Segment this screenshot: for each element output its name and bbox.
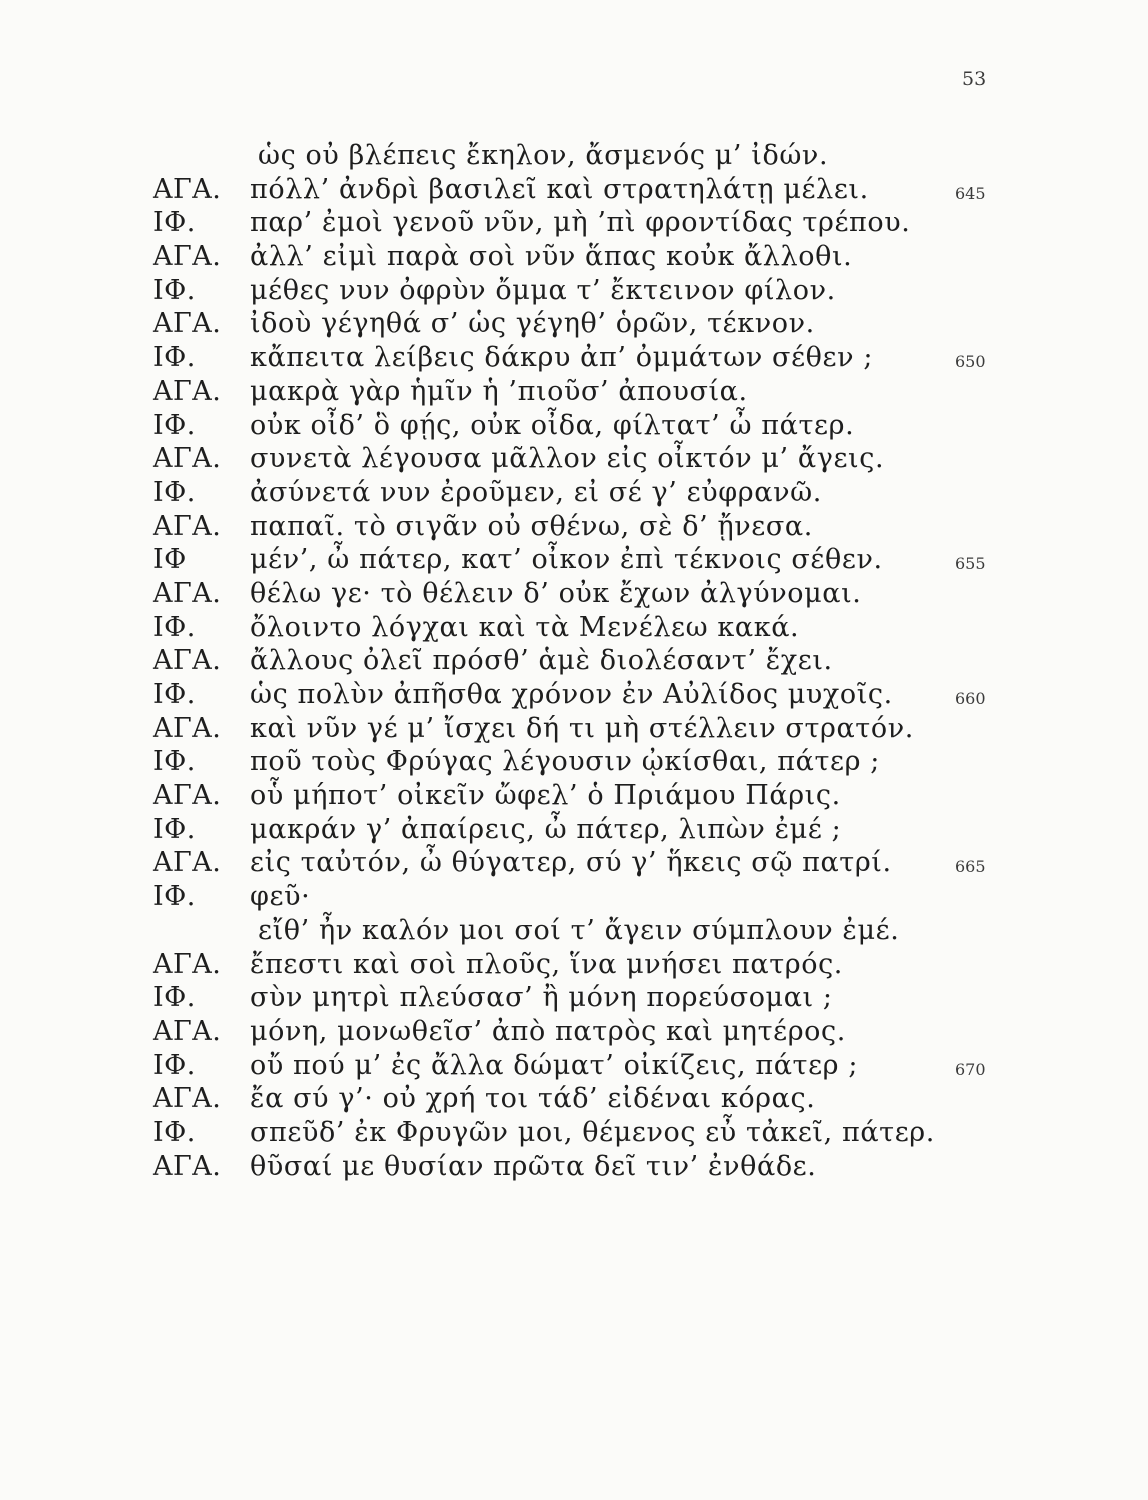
verse-line <box>0 1015 1148 1049</box>
verse-line <box>0 1150 1148 1184</box>
speaker-label: ΑΓΑ. <box>153 173 222 205</box>
verse-line <box>0 543 1148 577</box>
speaker-label: ΑΓΑ. <box>153 375 222 407</box>
verse-line <box>0 307 1148 341</box>
verse-text: εἰς ταὐτόν, ὦ θύγατερ, σύ γ’ ἥκεις σῷ πατρί. <box>250 847 892 879</box>
verse-line <box>0 981 1148 1015</box>
verse-text: μέθες νυν ὀφρὺν ὄμμα τ’ ἔκτεινον φίλον. <box>250 274 836 306</box>
speaker-label: ΙΦ. <box>153 207 196 239</box>
verse-text: καὶ νῦν γέ μ’ ἴσχει δή τι μὴ στέλλειν στρατόν. <box>250 712 914 744</box>
line-number: 645 <box>955 183 986 203</box>
speaker-label: ΙΦ. <box>153 1049 196 1081</box>
speaker-label: ΙΦ. <box>153 611 196 643</box>
verse-line <box>0 779 1148 813</box>
verse-line <box>0 240 1148 274</box>
verse-line <box>0 712 1148 746</box>
verse-text: θῦσαί με θυσίαν πρῶτα δεῖ τιν’ ἐνθάδε. <box>250 1150 817 1182</box>
verse-text: ἔα σύ γ’· οὐ χρή τοι τάδ’ εἰδέναι κόρας. <box>250 1083 816 1115</box>
speaker-label: ΑΓΑ. <box>153 948 222 980</box>
verse-line <box>0 880 1148 914</box>
verse-text: οὗ μήποτ’ οἰκεῖν ὤφελ’ ὁ Πριάμου Πάρις. <box>250 780 841 812</box>
verse-text: ὄλοιντο λόγχαι καὶ τὰ Μενέλεω κακά. <box>250 611 800 643</box>
verse-line <box>0 510 1148 544</box>
speaker-label: ΙΦ. <box>153 274 196 306</box>
speaker-label: ΑΓΑ. <box>153 443 222 475</box>
speaker-label: ΑΓΑ. <box>153 577 222 609</box>
speaker-label: ΙΦ. <box>153 881 196 913</box>
speaker-label: ΑΓΑ. <box>153 510 222 542</box>
verse-line <box>0 1049 1148 1083</box>
verse-text: παρ’ ἐμοὶ γενοῦ νῦν, μὴ ’πὶ φροντίδας τρέπου. <box>250 207 911 239</box>
speaker-label: ΙΦ. <box>153 342 196 374</box>
verse-line <box>0 948 1148 982</box>
verse-line <box>0 476 1148 510</box>
speaker-label: ΙΦ. <box>153 746 196 778</box>
verse-text: ἰδοὺ γέγηθά σ’ ὡς γέγηθ’ ὁρῶν, τέκνον. <box>250 308 815 340</box>
verse-line <box>0 678 1148 712</box>
speaker-label: ΙΦ. <box>153 409 196 441</box>
verse-text: ἄλλους ὀλεῖ πρόσθ’ ἁμὲ διολέσαντ’ ἔχει. <box>250 645 833 677</box>
verse-text: παπαῖ. τὸ σιγᾶν οὐ σθένω, σὲ δ’ ᾔνεσα. <box>250 510 813 542</box>
verse-line <box>0 375 1148 409</box>
verse-line <box>0 745 1148 779</box>
verse-line <box>0 644 1148 678</box>
verse-text: πόλλ’ ἀνδρὶ βασιλεῖ καὶ στρατηλάτῃ μέλει. <box>250 173 869 205</box>
verse-line <box>0 274 1148 308</box>
verse-text: μέν’, ὦ πάτερ, κατ’ οἶκον ἐπὶ τέκνοις σέθεν. <box>250 544 883 576</box>
speaker-label: ΙΦ. <box>153 982 196 1014</box>
verse-text: μακράν γ’ ἀπαίρεις, ὦ πάτερ, λιπὼν ἐμέ ; <box>250 813 842 845</box>
verse-line <box>0 846 1148 880</box>
verse-text: ὡς πολὺν ἀπῆσθα χρόνον ἐν Αὐλίδος μυχοῖς. <box>250 679 893 710</box>
speaker-label: ΙΦ. <box>153 813 196 845</box>
verse-text: οὔ πού μ’ ἐς ἄλλα δώματ’ οἰκίζεις, πάτερ ; <box>250 1049 859 1081</box>
verse-text: φεῦ· <box>250 881 311 913</box>
verse-text: σὺν μητρὶ πλεύσασ’ ἢ μόνη πορεύσομαι ; <box>250 982 833 1014</box>
verse-line <box>0 409 1148 443</box>
verse-text: ἀσύνετά νυν ἐροῦμεν, εἰ σέ γ’ εὐφρανῶ. <box>250 476 822 508</box>
verse-text: οὐκ οἶδ’ ὃ φῄς, οὐκ οἶδα, φίλτατ’ ὦ πάτερ. <box>250 409 855 441</box>
speaker-label: ΙΦ <box>153 544 187 576</box>
verse-line <box>0 341 1148 375</box>
verse-line <box>0 1116 1148 1150</box>
line-number: 665 <box>955 857 986 877</box>
verse-text: ἀλλ’ εἰμὶ παρὰ σοὶ νῦν ἅπας κοὐκ ἄλλοθι. <box>250 241 853 273</box>
verse-line <box>0 611 1148 645</box>
speaker-label: ΑΓΑ. <box>153 1150 222 1182</box>
verse-text: εἴθ’ ἦν καλόν μοι σοί τ’ ἄγειν σύμπλουν ἐμέ. <box>258 914 900 946</box>
verse-text: μακρὰ γὰρ ἡμῖν ἡ ’πιοῦσ’ ἀπουσία. <box>250 375 748 407</box>
speaker-label: ΑΓΑ. <box>153 1015 222 1047</box>
verse-line <box>0 813 1148 847</box>
verse-lines <box>0 139 1148 1183</box>
verse-text: συνετὰ λέγουσα μᾶλλον εἰς οἶκτόν μ’ ἄγεις. <box>250 443 885 475</box>
line-number: 670 <box>955 1059 986 1079</box>
speaker-label: ΙΦ. <box>153 476 196 508</box>
speaker-label: ΑΓΑ. <box>153 1083 222 1115</box>
speaker-label: ΑΓΑ. <box>153 308 222 340</box>
verse-line <box>0 139 1148 173</box>
line-number: 655 <box>955 554 986 574</box>
verse-line <box>0 173 1148 207</box>
verse-text: ἔπεστι καὶ σοὶ πλοῦς, ἵνα μνήσει πατρός. <box>250 948 843 980</box>
verse-text: ποῦ τοὺς Φρύγας λέγουσιν ᾠκίσθαι, πάτερ ; <box>250 746 880 778</box>
verse-line <box>0 206 1148 240</box>
verse-text: θέλω γε· τὸ θέλειν δ’ οὐκ ἔχων ἀλγύνομαι. <box>250 577 862 609</box>
page-number: 53 <box>962 68 987 90</box>
speaker-label: ΑΓΑ. <box>153 780 222 812</box>
verse-line <box>0 1082 1148 1116</box>
verse-line <box>0 914 1148 948</box>
line-number: 660 <box>955 689 986 708</box>
speaker-label: ΑΓΑ. <box>153 645 222 677</box>
verse-text: μόνη, μονωθεῖσ’ ἀπὸ πατρὸς καὶ μητέρος. <box>250 1015 846 1047</box>
verse-text: κἄπειτα λείβεις δάκρυ ἀπ’ ὀμμάτων σέθεν ; <box>250 342 874 374</box>
verse-line <box>0 577 1148 611</box>
verse-text: ὡς οὐ βλέπεις ἔκηλον, ἄσμενός μ’ ἰδών. <box>258 140 829 171</box>
speaker-label: ΑΓΑ. <box>153 847 222 879</box>
speaker-label: ΑΓΑ. <box>153 241 222 273</box>
speaker-label: ΑΓΑ. <box>153 712 222 744</box>
speaker-label: ΙΦ. <box>153 679 196 710</box>
verse-line <box>0 442 1148 476</box>
line-number: 650 <box>955 352 986 372</box>
speaker-label: ΙΦ. <box>153 1116 196 1148</box>
verse-text: σπεῦδ’ ἐκ Φρυγῶν μοι, θέμενος εὖ τἀκεῖ, πάτερ. <box>250 1116 935 1148</box>
